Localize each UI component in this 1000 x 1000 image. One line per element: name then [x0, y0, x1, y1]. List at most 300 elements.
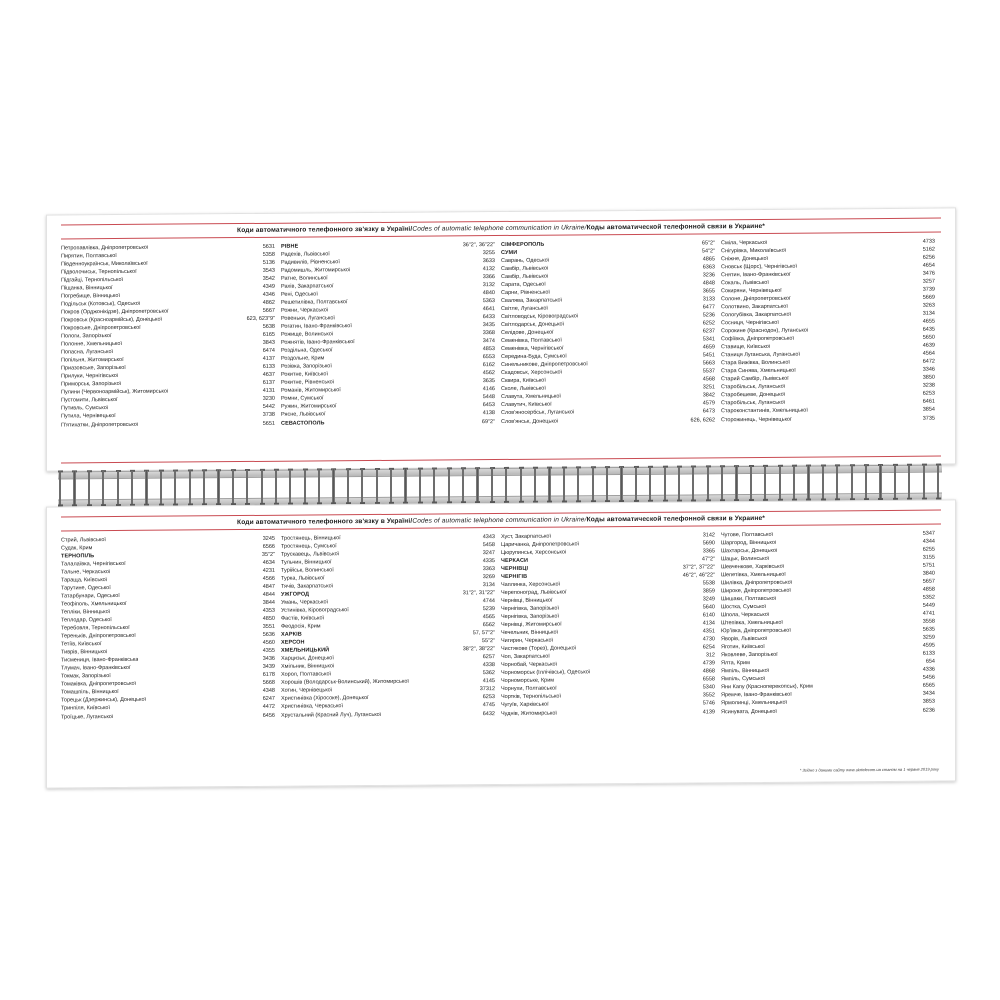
entry-dial-code: 6566 — [262, 543, 275, 550]
directory-column — [721, 237, 941, 424]
entry-dial-code: 3739 — [922, 286, 935, 293]
entry-place-name: Яковлеве, Запорізької — [721, 652, 778, 659]
entry-dial-code: 3551 — [262, 623, 275, 630]
binding-coil — [850, 463, 855, 501]
entry-dial-code: 4858 — [922, 586, 935, 593]
binding-coil — [864, 463, 869, 501]
entry-place-name: УЖГОРОД — [281, 591, 310, 598]
entry-place-name: Староконстантинів, Хмельницької — [721, 408, 808, 415]
entry-place-name: Трускавець, Львівської — [281, 550, 340, 558]
entry-place-name: Решетилівка, Полтавської — [281, 299, 348, 306]
entry-dial-code: 4840 — [482, 289, 495, 296]
binding-coil — [389, 467, 394, 505]
entry-dial-code: 3247 — [482, 549, 495, 556]
entry-place-name: СІМФЕРОПОЛЬ — [501, 241, 545, 248]
page-top — [46, 207, 956, 471]
entry-dial-code: 5668 — [262, 680, 275, 687]
binding-coil — [87, 469, 92, 507]
entry-dial-code: 6433 — [482, 313, 495, 321]
entry-dial-code: 3249 — [702, 596, 715, 603]
entry-dial-code: 3251 — [702, 384, 715, 391]
entry-dial-code: 4848 — [702, 280, 715, 287]
entry-place-name: Фастів, Київської — [281, 615, 325, 622]
entry-dial-code: 4579 — [702, 400, 715, 407]
entry-dial-code: 5669 — [922, 294, 935, 301]
binding-coil — [691, 464, 696, 502]
binding-coil — [216, 468, 221, 506]
entry-place-name: Царичанка, Дніпропетровської — [501, 540, 580, 548]
entry-place-name: Пулини (Червоноармійськ), Житомирської — [61, 388, 169, 396]
entry-dial-code: 3346 — [922, 366, 935, 373]
entry-place-name: Шевченкове, Харківської — [721, 563, 785, 570]
entry-dial-code: 31"2", 31"22" — [462, 589, 495, 597]
binding-coil — [778, 464, 783, 502]
entry-dial-code: 4655 — [922, 318, 935, 325]
entry-place-name: Чугуїв, Харківської — [501, 702, 549, 709]
entry-place-name: ХМЕЛЬНИЦЬКИЙ — [281, 647, 330, 654]
entry-dial-code: 6253 — [922, 390, 935, 398]
entry-place-name: Прилуки, Чернігівської — [61, 373, 119, 380]
entry-dial-code: 6473 — [702, 408, 715, 415]
directory-column — [61, 242, 281, 429]
entry-place-name: Полонне, Хмельницької — [61, 341, 122, 348]
entry-dial-code: 4566 — [262, 575, 275, 582]
entry-dial-code: 5640 — [702, 604, 715, 611]
entry-dial-code: 4844 — [262, 591, 275, 598]
directory-entry — [281, 710, 495, 720]
entry-dial-code: 4641 — [482, 305, 495, 313]
entry-place-name: Чистякове (Торез), Донецької — [501, 645, 577, 653]
binding-coil — [878, 463, 883, 501]
entry-place-name: Рясне, Львівської — [281, 411, 326, 419]
entry-dial-code: 3134 — [922, 310, 935, 317]
entry-place-name: Хуст, Закарпатської — [501, 533, 552, 540]
entry-place-name: ТЕРНОПІЛЬ — [61, 552, 95, 560]
entry-place-name: РІВНЕ — [281, 243, 299, 250]
entry-place-name: Тростянець, Сумської — [281, 542, 337, 550]
entry-place-name: Південноукраїнськ, Миколаївської — [61, 260, 148, 268]
entry-place-name: Радомишль, Житомирської — [281, 266, 351, 274]
binding-coil — [231, 468, 236, 506]
entry-dial-code: 3840 — [922, 570, 935, 577]
entry-dial-code: 36"2", 36"22" — [462, 241, 495, 248]
binding-coil — [519, 466, 524, 504]
entry-place-name: Христинівка, Черкаської — [281, 703, 344, 711]
entry-place-name: Самбір, Львівської — [501, 273, 549, 280]
entry-place-name: Романів, Житомирської — [281, 387, 341, 395]
entry-dial-code: 3552 — [702, 692, 715, 699]
entry-place-name: Петропавлівка, Дніпропетровської — [61, 244, 149, 251]
entry-dial-code: 3155 — [922, 554, 935, 561]
entry-place-name: Ямпіль, Сумської — [721, 676, 766, 683]
entry-place-name: Тараща, Київської — [61, 576, 108, 584]
entry-dial-code: 4865 — [702, 255, 715, 263]
binding-coil — [907, 463, 912, 501]
entry-place-name: Рокитне, Рівненської — [281, 379, 335, 387]
directory-column — [501, 239, 721, 426]
entry-place-name: Троїцьке, Луганської — [61, 713, 114, 720]
entry-dial-code: 6477 — [702, 304, 715, 311]
entry-place-name: Сновськ (Щорс), Чернігівської — [721, 263, 798, 270]
binding-coil — [706, 464, 711, 502]
entry-dial-code: 3854 — [922, 407, 935, 414]
entry-place-name: Тепліки, Вінницької — [61, 608, 111, 616]
entry-place-name: Сміла, Черкаської — [721, 239, 768, 246]
entry-dial-code: 3439 — [262, 664, 275, 671]
entry-place-name: Яворів, Львівської — [721, 636, 768, 643]
entry-place-name: Середина-Буда, Сумської — [501, 353, 567, 361]
entry-dial-code: 5442 — [262, 404, 275, 411]
entry-place-name: Роздольне, Крим — [281, 355, 325, 362]
entry-place-name: Тисмениця, Івано-Франківська — [61, 657, 139, 664]
entry-dial-code: 4146 — [482, 386, 495, 393]
entry-place-name: Світлодарськ, Донецької — [501, 321, 565, 328]
entry-dial-code: 6133 — [922, 650, 935, 657]
entry-dial-code: 6461 — [922, 399, 935, 406]
entry-place-name: Яни Капу (Красноперекопськ), Крим — [721, 683, 813, 691]
entry-dial-code: 4139 — [702, 708, 715, 715]
entry-place-name: Тячів, Закарпатської — [281, 583, 334, 590]
binding-coil — [288, 468, 293, 506]
entry-place-name: Слов'яносербськ, Луганської — [501, 409, 575, 417]
binding-coil — [346, 467, 351, 505]
entry-dial-code: 5347 — [922, 530, 935, 537]
entry-dial-code: 6456 — [262, 712, 275, 719]
entry-place-name: Чуднів, Житомирської — [501, 710, 557, 717]
entry-dial-code: 4138 — [482, 410, 495, 417]
entry-dial-code: 5162 — [922, 246, 935, 253]
entry-place-name: Сарни, Рівненської — [501, 289, 550, 296]
entry-place-name: Сокаль, Львівської — [721, 279, 769, 287]
entry-dial-code: 5631 — [262, 243, 275, 250]
entry-dial-code: 4132 — [482, 265, 495, 272]
entry-dial-code: 6256 — [922, 254, 935, 261]
binding-coil — [792, 464, 797, 502]
entry-dial-code: 37"2", 37"22" — [682, 564, 715, 571]
entry-place-name: Талалаївка, Чернігівської — [61, 560, 126, 568]
directory-entry — [721, 414, 935, 424]
entry-place-name: ЧЕРНІВЦІ — [501, 565, 529, 572]
entry-dial-code: 5636 — [262, 631, 275, 638]
entry-dial-code: 5136 — [262, 259, 275, 266]
entry-dial-code: 5667 — [262, 307, 275, 314]
entry-dial-code: 5352 — [922, 594, 935, 601]
entry-place-name: Томаківка, Дніпропетровської — [61, 681, 137, 688]
binding-coil — [418, 467, 423, 505]
entry-dial-code: 57, 57"2" — [472, 630, 495, 637]
entry-place-name: Синельникове, Дніпропетровської — [501, 361, 588, 369]
entry-place-name: Рокитне, Київської — [281, 371, 328, 378]
binding-coil — [432, 466, 437, 504]
entry-place-name: Черепоноград, Львівської — [501, 589, 567, 596]
entry-place-name: Саврань, Одеської — [501, 257, 550, 264]
entry-dial-code: 4472 — [262, 704, 275, 711]
entry-dial-code: 4637 — [262, 372, 275, 379]
page-top-title-band — [61, 218, 941, 239]
entry-dial-code: 35"2" — [261, 551, 275, 558]
entry-place-name: Сологубівка, Закарпатської — [721, 311, 792, 319]
entry-place-name: Рожнятів, Івано-Франківської — [281, 339, 355, 346]
entry-dial-code: 3844 — [262, 599, 275, 606]
entry-dial-code: 3363 — [482, 565, 495, 572]
entry-place-name: Снятин, Івано-Франківської — [721, 271, 791, 278]
entry-place-name: Сколе, Львівської — [501, 385, 546, 393]
entry-dial-code: 65"2" — [701, 239, 715, 246]
entry-place-name: Покровське, Дніпропетровської — [61, 324, 141, 332]
entry-place-name: Христинівка (Хіросоке), Донецької — [281, 695, 369, 703]
entry-dial-code: 37312 — [479, 686, 495, 693]
entry-place-name: Скадовськ, Херсонської — [501, 369, 563, 377]
entry-dial-code: 4231 — [262, 567, 275, 574]
entry-dial-code: 3843 — [262, 339, 275, 346]
binding-coil — [461, 466, 466, 504]
entry-dial-code: 3366 — [482, 273, 495, 280]
entry-place-name: Світловодськ, Кіровоградської — [501, 313, 579, 320]
entry-place-name: Тлумач, Івано-Франківської — [61, 665, 131, 672]
entry-place-name: Солоне, Дніпропетровської — [721, 295, 791, 303]
entry-dial-code: 6472 — [922, 358, 935, 365]
entry-place-name: Пологи, Запорізької — [61, 333, 112, 340]
entry-dial-code: 4348 — [262, 688, 275, 695]
entry-place-name: Снігурівка, Миколаївської — [721, 247, 787, 254]
entry-place-name: Устинівка, Кіровоградської — [281, 607, 349, 614]
page-top-columns — [61, 237, 941, 429]
entry-dial-code: 4654 — [922, 262, 935, 269]
entry-place-name: Розівка, Запорізької — [281, 363, 332, 370]
entry-place-name: Солотвино, Закарпатської — [721, 303, 788, 311]
binding-coil — [360, 467, 365, 505]
binding-coil — [619, 465, 624, 503]
entry-place-name: Погребище, Вінницької — [61, 292, 120, 300]
entry-dial-code: 5363 — [482, 297, 495, 304]
entry-place-name: Чечельник, Вінницької — [501, 629, 559, 637]
entry-dial-code: 3259 — [922, 634, 935, 641]
entry-place-name: Теофіполь, Хмельницької — [61, 600, 127, 608]
entry-dial-code: 3859 — [702, 588, 715, 595]
entry-place-name: Путивль, Сумської — [61, 405, 109, 412]
entry-place-name: Попільня, Житомирської — [61, 357, 124, 364]
entry-dial-code: 4346 — [262, 291, 275, 298]
entry-dial-code: 4847 — [262, 583, 275, 590]
binding-coil — [720, 464, 725, 502]
entry-dial-code: 312 — [705, 652, 715, 659]
entry-place-name: Ясинувата, Донецької — [721, 708, 777, 715]
entry-dial-code: 5448 — [482, 394, 495, 401]
binding-coil — [144, 469, 149, 507]
source-footnote: * Згідно з даними сайту www.ukrtelecom.ua станом на 1 червня 2019 року — [799, 766, 939, 773]
entry-place-name: Хорошів (Володарськ-Волинський), Житомирської — [281, 679, 409, 687]
binding-coil — [475, 466, 480, 504]
entry-place-name: Теплодар, Одеської — [61, 617, 112, 624]
entry-place-name: Турка, Львівської — [281, 575, 325, 582]
entry-place-name: Хмільник, Вінницької — [281, 663, 335, 670]
entry-dial-code: 6363 — [702, 263, 715, 271]
entry-dial-code: 5358 — [262, 251, 275, 258]
entry-place-name: Феодосія, Крим — [281, 623, 321, 630]
entry-place-name: Сокиряни, Чернівецької — [721, 287, 782, 295]
entry-place-name: Сорокине (Краснодон), Луганської — [721, 327, 809, 335]
entry-dial-code: 6254 — [702, 644, 715, 651]
entry-place-name: Юр'ївка, Дніпропетровської — [721, 627, 791, 635]
entry-dial-code: 3230 — [262, 396, 275, 403]
entry-dial-code: 3133 — [702, 296, 715, 303]
directory-column — [61, 534, 281, 721]
title-en: Codes of automatic telephone communication in Ukraine/ — [412, 223, 587, 233]
binding-coil — [806, 464, 811, 502]
entry-place-name: Старий Самбір, Львівської — [721, 376, 789, 383]
entry-place-name: Рожни, Черкаської — [281, 307, 329, 314]
entry-dial-code: 3134 — [482, 581, 495, 588]
entry-place-name: Старобільськ, Луганської — [721, 400, 786, 407]
title-en: Codes of automatic telephone communication in Ukraine/ — [412, 515, 587, 525]
entry-dial-code: 6257 — [482, 654, 495, 661]
entry-dial-code: 6178 — [262, 672, 275, 679]
entry-dial-code: 5635 — [922, 626, 935, 633]
entry-place-name: Хотин, Чернівецької — [281, 687, 333, 695]
entry-dial-code: 5657 — [922, 578, 935, 585]
page-bottom-title-band — [61, 510, 941, 531]
entry-place-name: Чернівці, Вінницької — [501, 597, 553, 604]
entry-dial-code: 3245 — [262, 535, 275, 542]
entry-dial-code: 6432 — [482, 710, 495, 717]
entry-place-name: Рені, Одеської — [281, 291, 318, 298]
binding-coil — [533, 466, 538, 504]
entry-place-name: Чутове, Полтавської — [721, 531, 774, 538]
entry-place-name: Приазовське, Запорізької — [61, 365, 126, 372]
entry-dial-code: 5650 — [922, 334, 935, 341]
entry-dial-code: 6247 — [262, 696, 275, 703]
entry-dial-code: 3850 — [922, 374, 935, 381]
entry-place-name: Радивилів, Рівненської — [281, 258, 340, 266]
entry-place-name: Рогатин, Івано-Франківської — [281, 323, 352, 330]
binding-coil — [648, 465, 653, 503]
entry-dial-code: 5746 — [702, 700, 715, 707]
entry-place-name: Томашпіль, Вінницької — [61, 689, 119, 696]
entry-place-name: Широке, Дніпропетровської — [721, 587, 791, 595]
entry-dial-code: 3474 — [482, 338, 495, 345]
entry-dial-code: 4565 — [482, 614, 495, 621]
entry-dial-code: 5538 — [702, 580, 715, 587]
entry-dial-code: 5456 — [922, 674, 935, 682]
entry-dial-code: 3735 — [922, 415, 935, 422]
entry-dial-code: 6435 — [922, 326, 935, 333]
entry-dial-code: 6140 — [702, 612, 715, 619]
directory-column — [281, 241, 501, 428]
entry-dial-code: 3436 — [262, 655, 275, 663]
entry-dial-code: 5341 — [702, 336, 715, 343]
entry-dial-code: 3435 — [482, 322, 495, 329]
entry-place-name: Слов'янськ, Донецької — [501, 418, 559, 425]
entry-dial-code: 4568 — [702, 376, 715, 383]
entry-dial-code: 4137 — [262, 355, 275, 363]
entry-dial-code: 654 — [925, 658, 935, 665]
entry-place-name: Станиця Луганська, Луганської — [721, 351, 800, 359]
entry-dial-code: 6165 — [262, 331, 275, 338]
binding-coil — [936, 463, 941, 501]
title-uk: Коди автоматичного телефонного зв'язку в Україні/ — [237, 225, 413, 234]
binding-coil — [576, 465, 581, 503]
binding-coil — [663, 465, 668, 503]
binding-coil — [130, 469, 135, 507]
entry-place-name: Яготин, Київської — [721, 644, 765, 651]
entry-place-name: СУМИ — [501, 249, 518, 256]
directory-entry — [61, 711, 275, 721]
entry-dial-code: 4338 — [482, 662, 495, 669]
entry-place-name: Шостка, Сумської — [721, 603, 767, 611]
entry-dial-code: 4868 — [702, 668, 715, 675]
entry-dial-code: 4745 — [482, 702, 495, 709]
entry-place-name: П'ятихатки, Дніпропетровської — [61, 421, 139, 428]
entry-place-name: Ялта, Крим — [721, 660, 750, 667]
entry-place-name: Чигирин, Черкаської — [501, 637, 554, 645]
binding-coil — [922, 463, 927, 501]
entry-dial-code: 5236 — [702, 312, 715, 319]
entry-dial-code: 6562 — [482, 622, 495, 629]
entry-dial-code: 6236 — [922, 707, 935, 714]
binding-coil — [403, 467, 408, 505]
entry-dial-code: 5690 — [702, 539, 715, 546]
entry-dial-code: 4562 — [482, 370, 495, 377]
binding-coil — [821, 463, 826, 501]
entry-place-name: Ромни, Сумської — [281, 395, 324, 403]
entry-place-name: Татарбунари, Одеської — [61, 592, 120, 600]
entry-place-name: Пирятин, Полтавської — [61, 252, 117, 260]
entry-place-name: Рахів, Закарпатської — [281, 283, 334, 290]
entry-place-name: Чернігівка, Запорізької — [501, 613, 559, 620]
entry-place-name: Тальне, Черкаської — [61, 568, 111, 576]
entry-place-name: Селідове, Донецької — [501, 329, 554, 337]
entry-place-name: Рожище, Волинської — [281, 331, 334, 338]
entry-dial-code: 4850 — [262, 615, 275, 622]
entry-dial-code: 6162 — [482, 362, 495, 369]
entry-dial-code: 3853 — [922, 699, 935, 706]
entry-dial-code: 4335 — [482, 557, 495, 564]
entry-place-name: Славута, Хмельницької — [501, 393, 561, 401]
entry-dial-code: 54"2" — [701, 247, 715, 254]
entry-place-name: Ратне, Волинської — [281, 275, 328, 282]
entry-place-name: Радехів, Львівської — [281, 250, 330, 258]
entry-dial-code: 3434 — [922, 691, 935, 698]
directory-entry — [501, 416, 715, 426]
entry-place-name: Свалява, Закарпатської — [501, 297, 563, 304]
directory-column — [721, 529, 941, 716]
binding-coil — [101, 469, 106, 507]
entry-place-name: Тульчин, Вінницької — [281, 558, 332, 566]
entry-dial-code: 4739 — [702, 660, 715, 667]
directory-entry — [501, 708, 715, 718]
binding-coil — [245, 468, 250, 506]
entry-dial-code: 5340 — [702, 684, 715, 691]
entry-dial-code: 3543 — [262, 267, 275, 274]
entry-place-name: Піщанка, Вінницької — [61, 284, 113, 292]
entry-place-name: Стрий, Львівської — [61, 536, 106, 543]
entry-place-name: Сарата, Одеської — [501, 281, 546, 288]
entry-dial-code: 4639 — [922, 342, 935, 349]
entry-place-name: Тетіїв, Київської — [61, 641, 102, 648]
binding-coil — [58, 469, 63, 507]
title-ru: Коды автоматической телефонной связи в Украине* — [586, 222, 765, 231]
entry-place-name: ЧЕРНІГІВ — [501, 573, 528, 580]
entry-place-name: Теребовля, Тернопільської — [61, 624, 130, 632]
entry-dial-code: 3236 — [702, 272, 715, 279]
entry-place-name: Чоп, Закарпатської — [501, 653, 550, 661]
entry-dial-code: 6237 — [702, 328, 715, 335]
entry-dial-code: 4744 — [482, 597, 495, 605]
entry-dial-code: 3558 — [922, 618, 935, 625]
entry-dial-code: 38"2", 38"22" — [462, 646, 495, 653]
binding-coil — [835, 463, 840, 501]
entry-place-name: Судак, Крим — [61, 544, 93, 552]
